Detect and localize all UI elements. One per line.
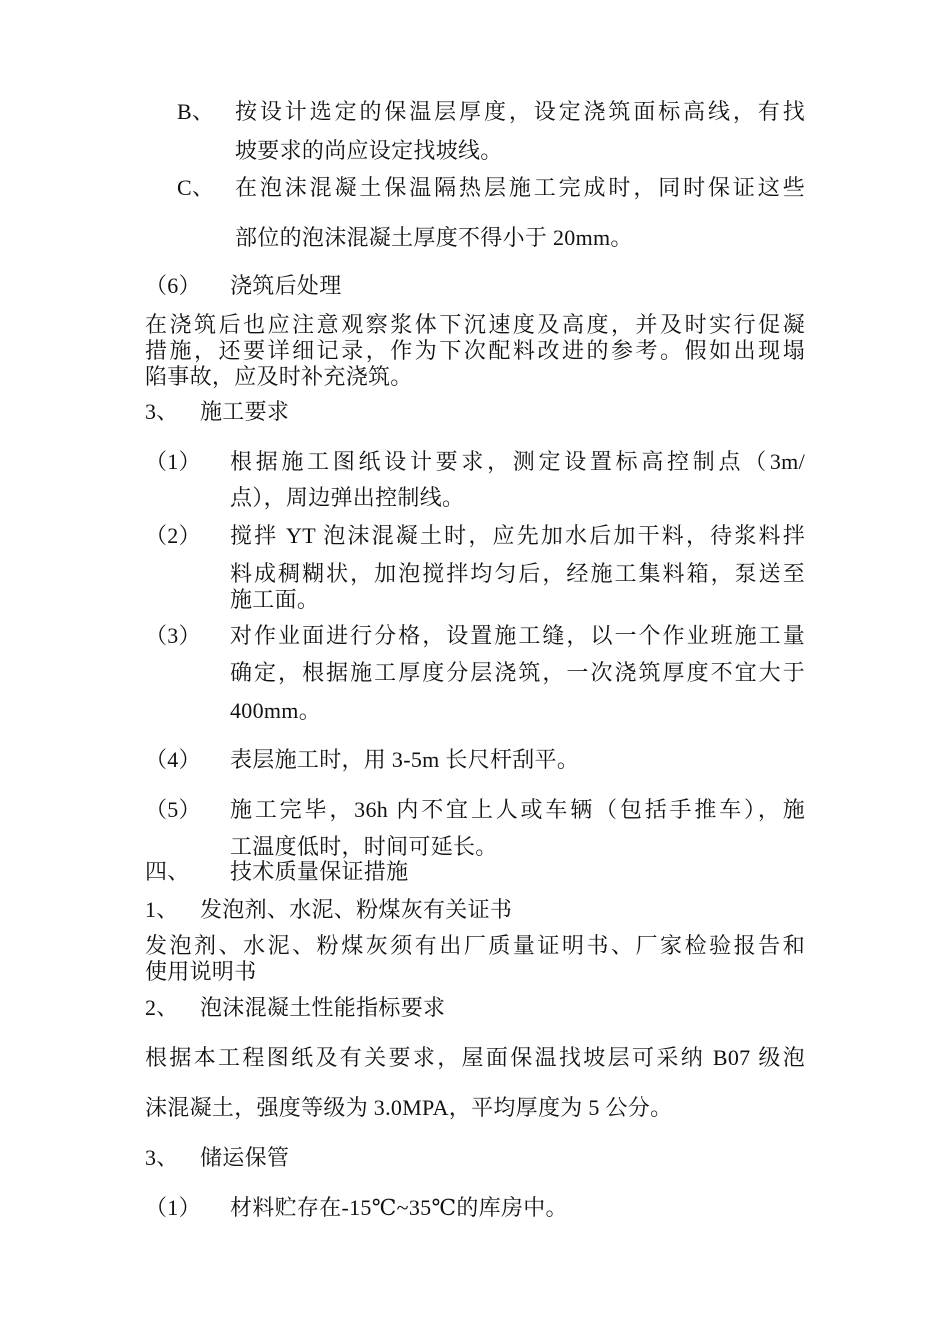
section-heading: 发泡剂、水泥、粉煤灰有关证书 [200,897,513,922]
section-number: （6） [145,273,201,298]
list-item-line: 施工面。 [230,587,320,612]
paragraph-line: 在浇筑后也应注意观察浆体下沉速度及高度，并及时实行促凝 [145,312,805,337]
paragraph-line: 沫混凝土，强度等级为 3.0MPA，平均厚度为 5 公分。 [145,1095,673,1120]
section-heading: 浇筑后处理 [230,273,342,298]
section-number: 2、 [145,995,179,1020]
list-marker: （2） [145,523,201,548]
section-heading: 施工要求 [200,399,290,424]
list-item-line: 材料贮存在-15℃~35℃的库房中。 [230,1195,568,1220]
list-item-line: 对作业面进行分格，设置施工缝，以一个作业班施工量 [230,623,805,648]
list-marker: C、 [177,175,215,200]
list-item-line: 部位的泡沫混凝土厚度不得小于 20mm。 [235,225,633,250]
section-number: 1、 [145,897,179,922]
list-item-line: 工温度低时，时间可延长。 [230,834,498,859]
section-heading: 泡沫混凝土性能指标要求 [200,995,446,1020]
list-item-line: 表层施工时，用 3-5m 长尺杆刮平。 [230,747,580,772]
list-marker: （1） [145,449,201,474]
paragraph-line: 根据本工程图纸及有关要求，屋面保温找坡层可采纳 B07 级泡 [145,1045,805,1070]
section-number: 四、 [145,859,190,884]
list-item-line: 坡要求的尚应设定找坡线。 [235,138,503,163]
list-marker: B、 [177,99,215,124]
list-marker: （1） [145,1195,201,1220]
list-marker: （5） [145,797,201,822]
list-item-line: 确定，根据施工厚度分层浇筑，一次浇筑厚度不宜大于 [230,660,805,685]
list-item-line: 400mm。 [230,698,322,723]
list-item-line: 点），周边弹出控制线。 [230,485,465,510]
section-number: 3、 [145,399,179,424]
paragraph-line: 发泡剂、水泥、粉煤灰须有出厂质量证明书、厂家检验报告和 [145,933,805,958]
list-item-line: 根据施工图纸设计要求，测定设置标高控制点（3m/ [230,449,805,474]
section-heading: 储运保管 [200,1145,290,1170]
list-marker: （4） [145,747,201,772]
list-item-line: 在泡沫混凝土保温隔热层施工完成时，同时保证这些 [235,175,805,200]
section-heading: 技术质量保证措施 [230,859,409,884]
paragraph-line: 措施，还要详细记录，作为下次配料改进的参考。假如出现塌 [145,338,805,363]
list-item-line: 按设计选定的保温层厚度，设定浇筑面标高线，有找 [235,99,805,124]
paragraph-line: 使用说明书 [145,959,257,984]
list-item-line: 搅拌 YT 泡沫混凝土时，应先加水后加干料，待浆料拌 [230,523,805,548]
list-marker: （3） [145,623,201,648]
paragraph-line: 陷事故，应及时补充浇筑。 [145,364,413,389]
section-number: 3、 [145,1145,179,1170]
list-item-line: 施工完毕，36h 内不宜上人或车辆（包括手推车），施 [230,797,805,822]
list-item-line: 料成稠糊状，加泡搅拌均匀后，经施工集料箱，泵送至 [230,561,805,586]
